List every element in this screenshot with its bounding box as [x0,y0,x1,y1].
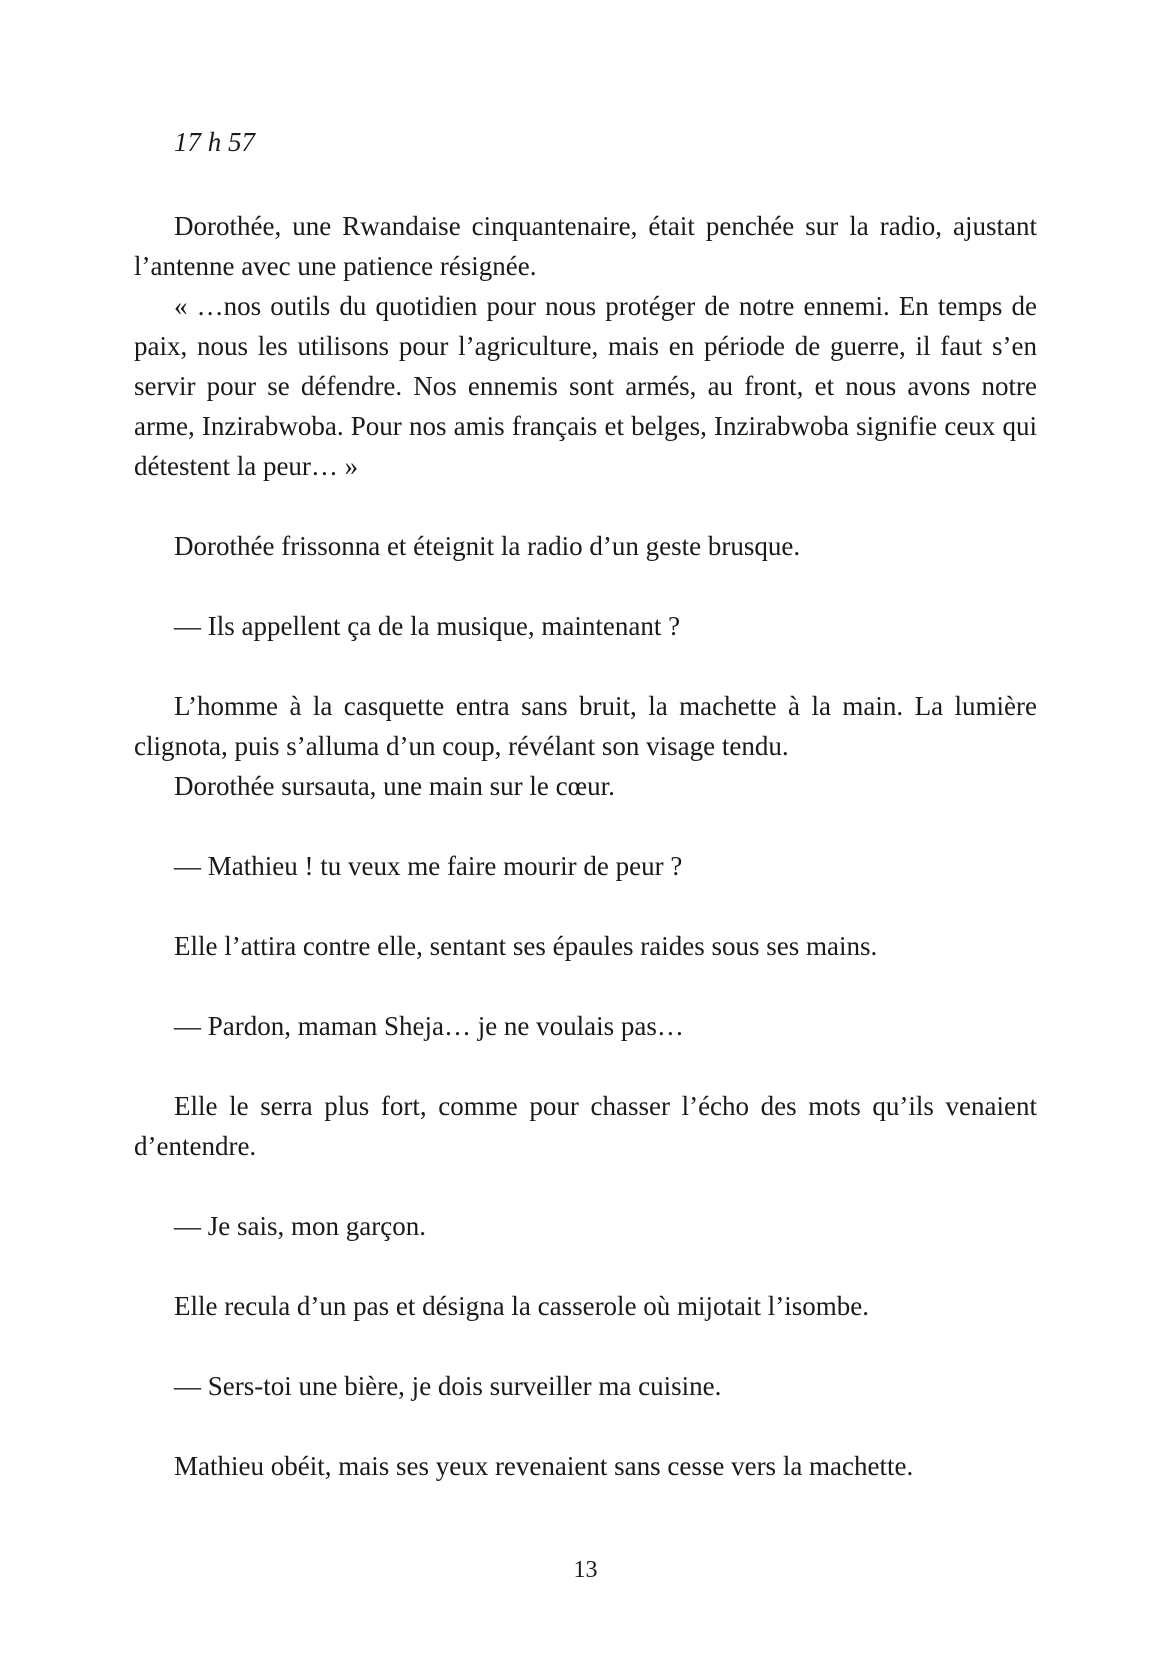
dialogue-line-5: — Sers-toi une bière, je dois surveiller ma cuisine. [174,1371,722,1401]
paragraph-3: Dorothée frissonna et éteignit la radio d’un geste brusque. [174,531,801,561]
dialogue-line-4: — Je sais, mon garçon. [174,1211,426,1241]
time-heading: 17 h 57 [174,127,255,157]
paragraph-6: Elle l’attira contre elle, sentant ses épaules raides sous ses mains. [174,931,878,961]
book-page [134,0,1037,1653]
dialogue-line-3: — Pardon, maman Sheja… je ne voulais pas… [174,1011,684,1041]
paragraph-8: Elle recula d’un pas et désigna la casserole où mijotait l’isombe. [174,1291,870,1321]
paragraph-7: Elle le serra plus fort, comme pour chasser l’écho des mots qu’ils venaient d’entendre. [134,1091,1037,1161]
dialogue-line-1: — Ils appellent ça de la musique, maintenant ? [174,611,681,641]
paragraph-1: Dorothée, une Rwandaise cinquantenaire, était penchée sur la radio, ajustant l’antenne avec une patience résignée. [134,211,1037,281]
paragraph-9: Mathieu obéit, mais ses yeux revenaient sans cesse vers la machette. [174,1451,914,1481]
paragraph-4: L’homme à la casquette entra sans bruit, la machette à la main. La lumière clignota, puis s’alluma d’un coup, révélant son visage tendu. [134,691,1037,761]
paragraph-2: « …nos outils du quotidien pour nous protéger de notre ennemi. En temps de paix, nous les utilisons pour l’agriculture, mais en période de guerre, il faut s’en servir pour se défendre. Nos ennemis sont armés, au front, et nous avons notre arme, Inzirabwoba. Pour nos amis français et belges, Inzirabwoba signifie ceux qui détestent la peur… » [134,291,1037,481]
page-number: 13 [573,1557,598,1583]
dialogue-line-2: — Mathieu ! tu veux me faire mourir de peur ? [174,851,683,881]
paragraph-5: Dorothée sursauta, une main sur le cœur. [174,771,615,801]
body-text [134,206,1037,1486]
